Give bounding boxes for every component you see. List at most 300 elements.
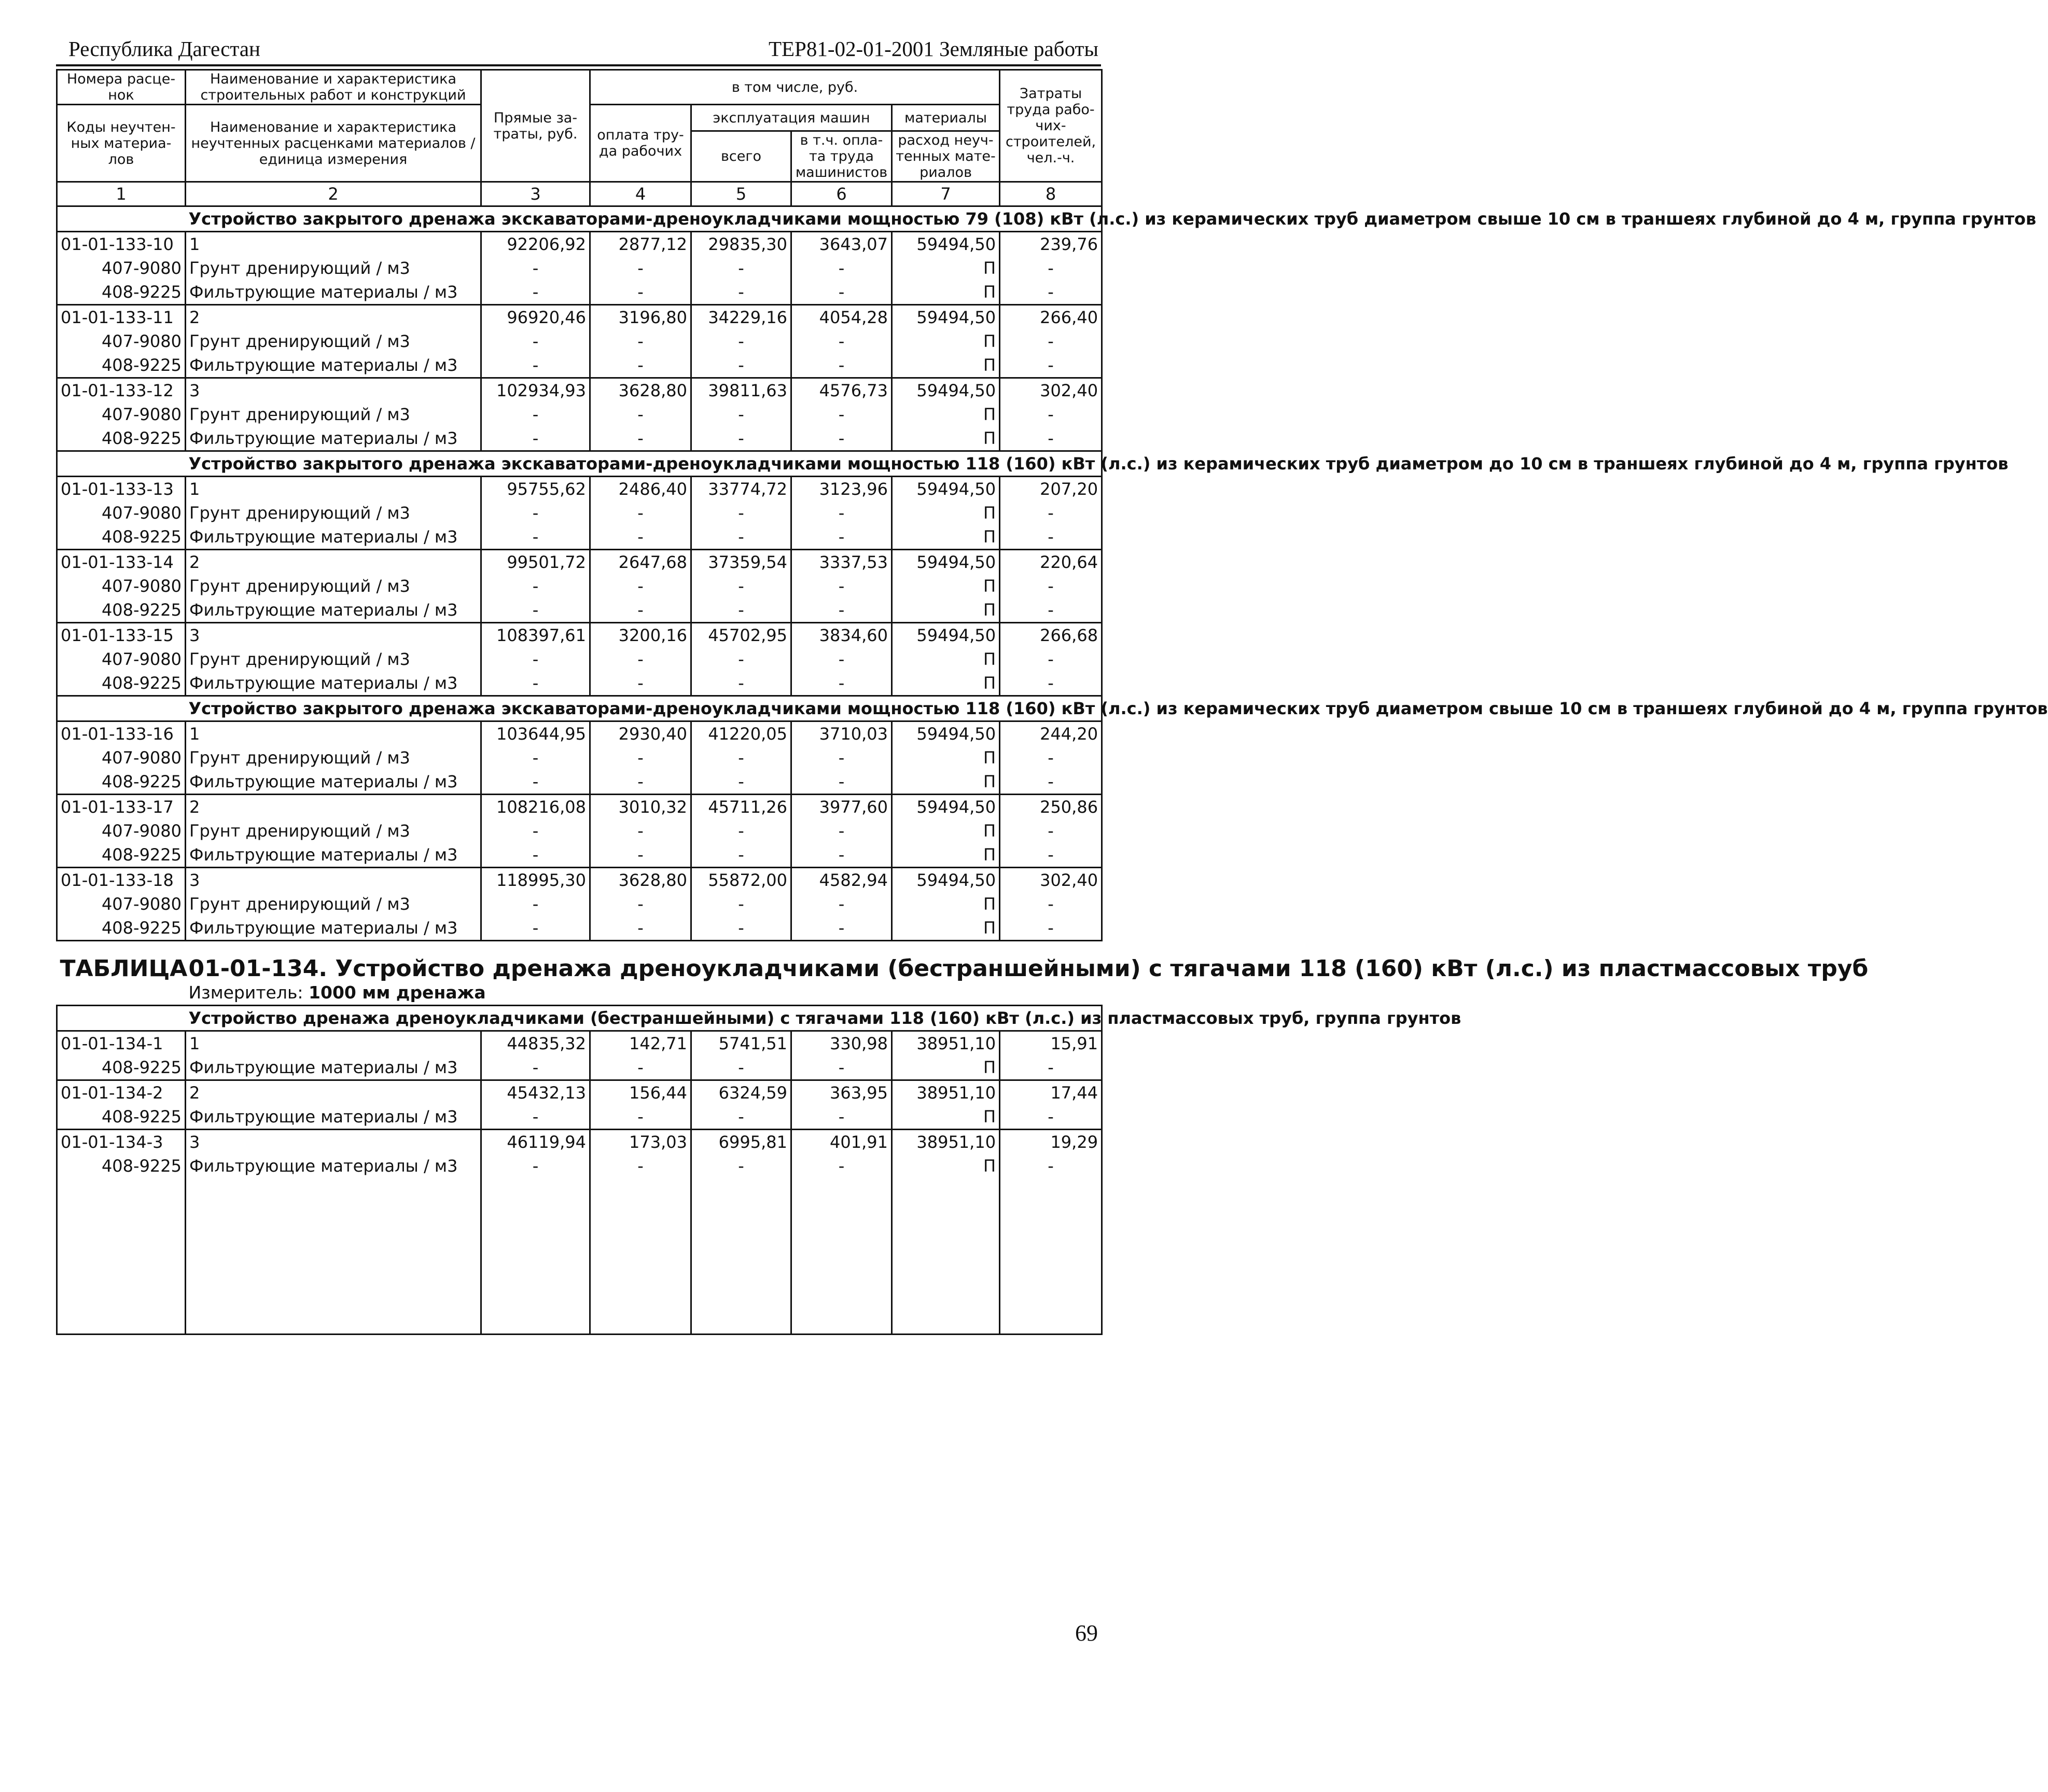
materials-cost: 59494,50 bbox=[892, 623, 1000, 648]
dash-cell: - bbox=[481, 280, 590, 305]
material-row bbox=[57, 574, 1102, 598]
header-region: Республика Дагестан bbox=[68, 37, 260, 61]
unaccounted-mark: П bbox=[892, 1055, 1000, 1080]
materials-cost: 59494,50 bbox=[892, 795, 1000, 819]
material-row bbox=[57, 426, 1102, 451]
materials-cost: 38951,10 bbox=[892, 1031, 1000, 1056]
dash-cell: - bbox=[691, 770, 791, 795]
operator-pay: 3123,96 bbox=[791, 477, 892, 502]
material-code: 407-9080 bbox=[57, 256, 186, 280]
material-row bbox=[57, 329, 1102, 353]
dash-cell: - bbox=[1000, 501, 1102, 525]
dash-cell: - bbox=[481, 256, 590, 280]
dash-cell: - bbox=[481, 892, 590, 916]
col-header-material-codes: Коды неучтен-ных материа-лов bbox=[57, 105, 186, 182]
dash-cell: - bbox=[691, 353, 791, 378]
dash-cell: - bbox=[791, 671, 892, 696]
unaccounted-mark: П bbox=[892, 746, 1000, 770]
rate-row bbox=[57, 477, 1102, 502]
dash-cell: - bbox=[791, 916, 892, 941]
material-name: Фильтрующие материалы / м3 bbox=[186, 525, 481, 550]
operator-pay: 3710,03 bbox=[791, 721, 892, 746]
rate-name: 3 bbox=[186, 1130, 481, 1155]
dash-cell: - bbox=[590, 843, 691, 868]
dash-cell: - bbox=[691, 329, 791, 353]
dash-cell: - bbox=[691, 647, 791, 671]
material-name: Грунт дренирующий / м3 bbox=[186, 329, 481, 353]
section-spacer bbox=[57, 1006, 186, 1031]
material-row bbox=[57, 501, 1102, 525]
machine-total: 37359,54 bbox=[691, 550, 791, 575]
operator-pay: 363,95 bbox=[791, 1080, 892, 1105]
dash-cell: - bbox=[791, 501, 892, 525]
material-name: Фильтрующие материалы / м3 bbox=[186, 426, 481, 451]
dash-cell: - bbox=[590, 1154, 691, 1178]
measure-text bbox=[186, 981, 1102, 1006]
dash-cell: - bbox=[691, 1154, 791, 1178]
col-header-direct-costs: Прямые за-траты, руб. bbox=[481, 70, 590, 182]
operator-pay: 4576,73 bbox=[791, 378, 892, 403]
rate-row bbox=[57, 305, 1102, 330]
labor-hours: 244,20 bbox=[1000, 721, 1102, 746]
dash-cell: - bbox=[590, 770, 691, 795]
worker-pay: 3628,80 bbox=[590, 868, 691, 893]
measure-spacer bbox=[57, 981, 186, 1006]
measure-label: Измеритель: bbox=[188, 982, 303, 1003]
header-document-code: ТЕР81-02-01-2001 Земляные работы bbox=[768, 37, 1098, 61]
rate-code: 01-01-133-12 bbox=[57, 378, 186, 403]
direct-costs: 96920,46 bbox=[481, 305, 590, 330]
dash-cell: - bbox=[1000, 916, 1102, 941]
dash-cell: - bbox=[691, 819, 791, 843]
material-name: Грунт дренирующий / м3 bbox=[186, 892, 481, 916]
rate-row bbox=[57, 623, 1102, 648]
machine-total: 34229,16 bbox=[691, 305, 791, 330]
empty-cell bbox=[481, 1178, 590, 1335]
operator-pay: 3834,60 bbox=[791, 623, 892, 648]
header-rule bbox=[56, 64, 1101, 66]
operator-pay: 401,91 bbox=[791, 1130, 892, 1155]
dash-cell: - bbox=[1000, 671, 1102, 696]
material-code: 407-9080 bbox=[57, 329, 186, 353]
unaccounted-mark: П bbox=[892, 501, 1000, 525]
dash-cell: - bbox=[481, 353, 590, 378]
rate-name: 3 bbox=[186, 868, 481, 893]
empty-cell bbox=[186, 1178, 481, 1335]
direct-costs: 118995,30 bbox=[481, 868, 590, 893]
material-name: Фильтрующие материалы / м3 bbox=[186, 1154, 481, 1178]
worker-pay: 2877,12 bbox=[590, 232, 691, 257]
section-spacer bbox=[57, 696, 186, 721]
column-number: 1 bbox=[57, 182, 186, 206]
section-heading-row bbox=[57, 1006, 1102, 1031]
material-name: Грунт дренирующий / м3 bbox=[186, 819, 481, 843]
unaccounted-mark: П bbox=[892, 671, 1000, 696]
dash-cell: - bbox=[481, 525, 590, 550]
rate-code: 01-01-133-13 bbox=[57, 477, 186, 502]
rate-code: 01-01-133-11 bbox=[57, 305, 186, 330]
dash-cell: - bbox=[590, 574, 691, 598]
dash-cell: - bbox=[691, 746, 791, 770]
dash-cell: - bbox=[481, 1154, 590, 1178]
dash-cell: - bbox=[481, 843, 590, 868]
col-header-work-name: Наименование и характеристика строительных работ и конструкций bbox=[186, 70, 481, 105]
worker-pay: 3628,80 bbox=[590, 378, 691, 403]
dash-cell: - bbox=[1000, 647, 1102, 671]
dash-cell: - bbox=[481, 916, 590, 941]
unaccounted-mark: П bbox=[892, 843, 1000, 868]
material-name: Грунт дренирующий / м3 bbox=[186, 256, 481, 280]
labor-hours: 266,40 bbox=[1000, 305, 1102, 330]
machine-total: 45711,26 bbox=[691, 795, 791, 819]
labor-hours: 19,29 bbox=[1000, 1130, 1102, 1155]
dash-cell: - bbox=[1000, 329, 1102, 353]
labor-hours: 207,20 bbox=[1000, 477, 1102, 502]
unaccounted-mark: П bbox=[892, 402, 1000, 426]
material-code: 408-9225 bbox=[57, 843, 186, 868]
dash-cell: - bbox=[481, 501, 590, 525]
dash-cell: - bbox=[590, 280, 691, 305]
labor-hours: 220,64 bbox=[1000, 550, 1102, 575]
dash-cell: - bbox=[791, 746, 892, 770]
dash-cell: - bbox=[590, 1055, 691, 1080]
col-header-including: в том числе, руб. bbox=[590, 70, 1000, 105]
rate-row bbox=[57, 795, 1102, 819]
dash-cell: - bbox=[1000, 426, 1102, 451]
unaccounted-mark: П bbox=[892, 1154, 1000, 1178]
dash-cell: - bbox=[590, 353, 691, 378]
labor-hours: 266,68 bbox=[1000, 623, 1102, 648]
material-name: Фильтрующие материалы / м3 bbox=[186, 353, 481, 378]
direct-costs: 95755,62 bbox=[481, 477, 590, 502]
material-row bbox=[57, 1154, 1102, 1178]
materials-cost: 59494,50 bbox=[892, 232, 1000, 257]
operator-pay: 330,98 bbox=[791, 1031, 892, 1056]
unaccounted-mark: П bbox=[892, 574, 1000, 598]
material-name: Фильтрующие материалы / м3 bbox=[186, 598, 481, 623]
dash-cell: - bbox=[481, 819, 590, 843]
material-name: Фильтрующие материалы / м3 bbox=[186, 916, 481, 941]
dash-cell: - bbox=[691, 280, 791, 305]
dash-cell: - bbox=[691, 892, 791, 916]
measure-row bbox=[57, 981, 1102, 1006]
material-row bbox=[57, 525, 1102, 550]
empty-cell bbox=[57, 1178, 186, 1335]
dash-cell: - bbox=[791, 256, 892, 280]
worker-pay: 3196,80 bbox=[590, 305, 691, 330]
dash-cell: - bbox=[691, 574, 791, 598]
materials-cost: 59494,50 bbox=[892, 868, 1000, 893]
dash-cell: - bbox=[691, 1055, 791, 1080]
dash-cell: - bbox=[791, 1055, 892, 1080]
dash-cell: - bbox=[481, 574, 590, 598]
col-header-materials: материалы bbox=[892, 105, 1000, 131]
rates-table bbox=[56, 69, 2048, 1335]
section-title: Устройство закрытого дренажа экскаваторами-дреноукладчиками мощностью 118 (160) кВт (л.с.) из керамических труб диаметром свыше 10 см в траншеях глубиной до 4 м, группа грунтов bbox=[186, 696, 1102, 721]
material-code: 407-9080 bbox=[57, 574, 186, 598]
rate-name: 1 bbox=[186, 232, 481, 257]
unaccounted-mark: П bbox=[892, 329, 1000, 353]
materials-cost: 59494,50 bbox=[892, 550, 1000, 575]
material-row bbox=[57, 402, 1102, 426]
material-code: 408-9225 bbox=[57, 353, 186, 378]
rate-code: 01-01-134-1 bbox=[57, 1031, 186, 1056]
dash-cell: - bbox=[1000, 402, 1102, 426]
empty-cell bbox=[1000, 1178, 1102, 1335]
unaccounted-mark: П bbox=[892, 353, 1000, 378]
dash-cell: - bbox=[590, 426, 691, 451]
material-code: 408-9225 bbox=[57, 671, 186, 696]
col-header-rate-numbers: Номера расце-нок bbox=[57, 70, 186, 105]
materials-cost: 59494,50 bbox=[892, 477, 1000, 502]
machine-total: 33774,72 bbox=[691, 477, 791, 502]
dash-cell: - bbox=[1000, 1105, 1102, 1130]
machine-total: 55872,00 bbox=[691, 868, 791, 893]
rate-row bbox=[57, 868, 1102, 893]
empty-cell bbox=[892, 1178, 1000, 1335]
dash-cell: - bbox=[691, 1105, 791, 1130]
dash-cell: - bbox=[590, 329, 691, 353]
dash-cell: - bbox=[691, 916, 791, 941]
material-code: 408-9225 bbox=[57, 916, 186, 941]
dash-cell: - bbox=[691, 402, 791, 426]
unaccounted-mark: П bbox=[892, 819, 1000, 843]
dash-cell: - bbox=[481, 1055, 590, 1080]
dash-cell: - bbox=[1000, 892, 1102, 916]
rate-row bbox=[57, 550, 1102, 575]
col-header-labor-hours: Затраты труда рабо-чих-строителей, чел.-ч. bbox=[1000, 70, 1102, 182]
machine-total: 29835,30 bbox=[691, 232, 791, 257]
operator-pay: 4054,28 bbox=[791, 305, 892, 330]
labor-hours: 302,40 bbox=[1000, 868, 1102, 893]
dash-cell: - bbox=[1000, 843, 1102, 868]
material-name: Фильтрующие материалы / м3 bbox=[186, 843, 481, 868]
rate-code: 01-01-133-15 bbox=[57, 623, 186, 648]
rate-code: 01-01-133-14 bbox=[57, 550, 186, 575]
rate-code: 01-01-133-17 bbox=[57, 795, 186, 819]
column-number: 4 bbox=[590, 182, 691, 206]
dash-cell: - bbox=[590, 256, 691, 280]
dash-cell: - bbox=[791, 353, 892, 378]
column-number: 6 bbox=[791, 182, 892, 206]
dash-cell: - bbox=[791, 843, 892, 868]
material-code: 408-9225 bbox=[57, 280, 186, 305]
dash-cell: - bbox=[691, 426, 791, 451]
dash-cell: - bbox=[481, 426, 590, 451]
rate-row bbox=[57, 1080, 1102, 1105]
table-title: 01-01-134. Устройство дренажа дреноукладчиками (бестраншейными) с тягачами 118 (160) кВт (л.с.) из пластмассовых труб bbox=[186, 941, 1102, 981]
rate-name: 1 bbox=[186, 1031, 481, 1056]
worker-pay: 156,44 bbox=[590, 1080, 691, 1105]
dash-cell: - bbox=[791, 280, 892, 305]
dash-cell: - bbox=[791, 525, 892, 550]
column-numbers-row bbox=[57, 182, 1102, 206]
section-spacer bbox=[57, 451, 186, 477]
col-header-material-name: Наименование и характеристика неучтенных расценками материалов / единица измерения bbox=[186, 105, 481, 182]
material-code: 407-9080 bbox=[57, 501, 186, 525]
section-heading-row bbox=[57, 451, 1102, 477]
labor-hours: 15,91 bbox=[1000, 1031, 1102, 1056]
dash-cell: - bbox=[791, 1154, 892, 1178]
rate-code: 01-01-134-3 bbox=[57, 1130, 186, 1155]
machine-total: 5741,51 bbox=[691, 1031, 791, 1056]
material-row bbox=[57, 770, 1102, 795]
worker-pay: 3200,16 bbox=[590, 623, 691, 648]
dash-cell: - bbox=[481, 402, 590, 426]
material-row bbox=[57, 256, 1102, 280]
col-header-machine-total: всего bbox=[691, 131, 791, 182]
col-header-worker-pay: оплата тру-да рабочих bbox=[590, 105, 691, 182]
material-row bbox=[57, 647, 1102, 671]
materials-cost: 59494,50 bbox=[892, 305, 1000, 330]
dash-cell: - bbox=[791, 329, 892, 353]
unaccounted-mark: П bbox=[892, 426, 1000, 451]
column-number: 5 bbox=[691, 182, 791, 206]
machine-total: 41220,05 bbox=[691, 721, 791, 746]
dash-cell: - bbox=[691, 501, 791, 525]
dash-cell: - bbox=[1000, 1154, 1102, 1178]
unaccounted-mark: П bbox=[892, 1105, 1000, 1130]
unaccounted-mark: П bbox=[892, 256, 1000, 280]
dash-cell: - bbox=[590, 1105, 691, 1130]
labor-hours: 302,40 bbox=[1000, 378, 1102, 403]
unaccounted-mark: П bbox=[892, 916, 1000, 941]
unaccounted-mark: П bbox=[892, 647, 1000, 671]
material-row bbox=[57, 819, 1102, 843]
direct-costs: 44835,32 bbox=[481, 1031, 590, 1056]
dash-cell: - bbox=[791, 426, 892, 451]
material-row bbox=[57, 353, 1102, 378]
labor-hours: 250,86 bbox=[1000, 795, 1102, 819]
worker-pay: 142,71 bbox=[590, 1031, 691, 1056]
dash-cell: - bbox=[1000, 1055, 1102, 1080]
material-row bbox=[57, 280, 1102, 305]
material-name: Фильтрующие материалы / м3 bbox=[186, 671, 481, 696]
labor-hours: 17,44 bbox=[1000, 1080, 1102, 1105]
material-code: 408-9225 bbox=[57, 1055, 186, 1080]
section-title: Устройство закрытого дренажа экскаваторами-дреноукладчиками мощностью 79 (108) кВт (л.с.) из керамических труб диаметром свыше 10 см в траншеях глубиной до 4 м, группа грунтов bbox=[186, 206, 1102, 232]
section-spacer bbox=[57, 206, 186, 232]
dash-cell: - bbox=[481, 598, 590, 623]
rate-row bbox=[57, 232, 1102, 257]
dash-cell: - bbox=[481, 329, 590, 353]
col-header-unaccounted-materials: расход неуч-тенных мате-риалов bbox=[892, 131, 1000, 182]
dash-cell: - bbox=[1000, 746, 1102, 770]
dash-cell: - bbox=[791, 1105, 892, 1130]
dash-cell: - bbox=[791, 598, 892, 623]
dash-cell: - bbox=[791, 574, 892, 598]
empty-cell bbox=[791, 1178, 892, 1335]
col-header-operator-pay: в т.ч. опла-та труда машинистов bbox=[791, 131, 892, 182]
dash-cell: - bbox=[590, 647, 691, 671]
direct-costs: 102934,93 bbox=[481, 378, 590, 403]
rate-name: 2 bbox=[186, 550, 481, 575]
operator-pay: 3643,07 bbox=[791, 232, 892, 257]
col-header-machine-operation: эксплуатация машин bbox=[691, 105, 892, 131]
table-tail bbox=[57, 1178, 1102, 1335]
direct-costs: 46119,94 bbox=[481, 1130, 590, 1155]
section-heading-row bbox=[57, 206, 1102, 232]
dash-cell: - bbox=[691, 525, 791, 550]
material-code: 407-9080 bbox=[57, 647, 186, 671]
table-title-row bbox=[57, 941, 1102, 981]
machine-total: 6324,59 bbox=[691, 1080, 791, 1105]
page-number: 69 bbox=[1075, 1620, 1098, 1646]
material-code: 408-9225 bbox=[57, 525, 186, 550]
dash-cell: - bbox=[1000, 598, 1102, 623]
material-name: Грунт дренирующий / м3 bbox=[186, 647, 481, 671]
measure-value: 1000 мм дренажа bbox=[309, 982, 486, 1003]
rate-code: 01-01-134-2 bbox=[57, 1080, 186, 1105]
material-code: 408-9225 bbox=[57, 426, 186, 451]
dash-cell: - bbox=[691, 256, 791, 280]
material-name: Грунт дренирующий / м3 bbox=[186, 501, 481, 525]
machine-total: 45702,95 bbox=[691, 623, 791, 648]
material-code: 407-9080 bbox=[57, 819, 186, 843]
worker-pay: 2930,40 bbox=[590, 721, 691, 746]
dash-cell: - bbox=[590, 671, 691, 696]
materials-cost: 38951,10 bbox=[892, 1080, 1000, 1105]
dash-cell: - bbox=[481, 671, 590, 696]
material-row bbox=[57, 1055, 1102, 1080]
dash-cell: - bbox=[590, 598, 691, 623]
unaccounted-mark: П bbox=[892, 770, 1000, 795]
column-number: 2 bbox=[186, 182, 481, 206]
dash-cell: - bbox=[590, 402, 691, 426]
dash-cell: - bbox=[1000, 353, 1102, 378]
rate-row bbox=[57, 1130, 1102, 1155]
material-code: 408-9225 bbox=[57, 1154, 186, 1178]
rate-name: 3 bbox=[186, 378, 481, 403]
material-name: Фильтрующие материалы / м3 bbox=[186, 1105, 481, 1130]
dash-cell: - bbox=[691, 671, 791, 696]
dash-cell: - bbox=[691, 598, 791, 623]
dash-cell: - bbox=[1000, 256, 1102, 280]
dash-cell: - bbox=[1000, 280, 1102, 305]
direct-costs: 108216,08 bbox=[481, 795, 590, 819]
dash-cell: - bbox=[590, 819, 691, 843]
machine-total: 6995,81 bbox=[691, 1130, 791, 1155]
dash-cell: - bbox=[590, 746, 691, 770]
rate-name: 1 bbox=[186, 721, 481, 746]
material-name: Фильтрующие материалы / м3 bbox=[186, 770, 481, 795]
material-row bbox=[57, 1105, 1102, 1130]
material-code: 408-9225 bbox=[57, 598, 186, 623]
rate-name: 3 bbox=[186, 623, 481, 648]
material-name: Грунт дренирующий / м3 bbox=[186, 574, 481, 598]
column-number: 7 bbox=[892, 182, 1000, 206]
direct-costs: 45432,13 bbox=[481, 1080, 590, 1105]
machine-total: 39811,63 bbox=[691, 378, 791, 403]
material-row bbox=[57, 746, 1102, 770]
dash-cell: - bbox=[791, 892, 892, 916]
section-heading-row bbox=[57, 696, 1102, 721]
material-row bbox=[57, 598, 1102, 623]
dash-cell: - bbox=[481, 647, 590, 671]
dash-cell: - bbox=[481, 746, 590, 770]
rate-name: 2 bbox=[186, 305, 481, 330]
worker-pay: 173,03 bbox=[590, 1130, 691, 1155]
dash-cell: - bbox=[791, 647, 892, 671]
material-code: 407-9080 bbox=[57, 746, 186, 770]
dash-cell: - bbox=[481, 1105, 590, 1130]
rate-name: 1 bbox=[186, 477, 481, 502]
empty-cell bbox=[590, 1178, 691, 1335]
materials-cost: 59494,50 bbox=[892, 378, 1000, 403]
column-number: 3 bbox=[481, 182, 590, 206]
unaccounted-mark: П bbox=[892, 892, 1000, 916]
direct-costs: 92206,92 bbox=[481, 232, 590, 257]
